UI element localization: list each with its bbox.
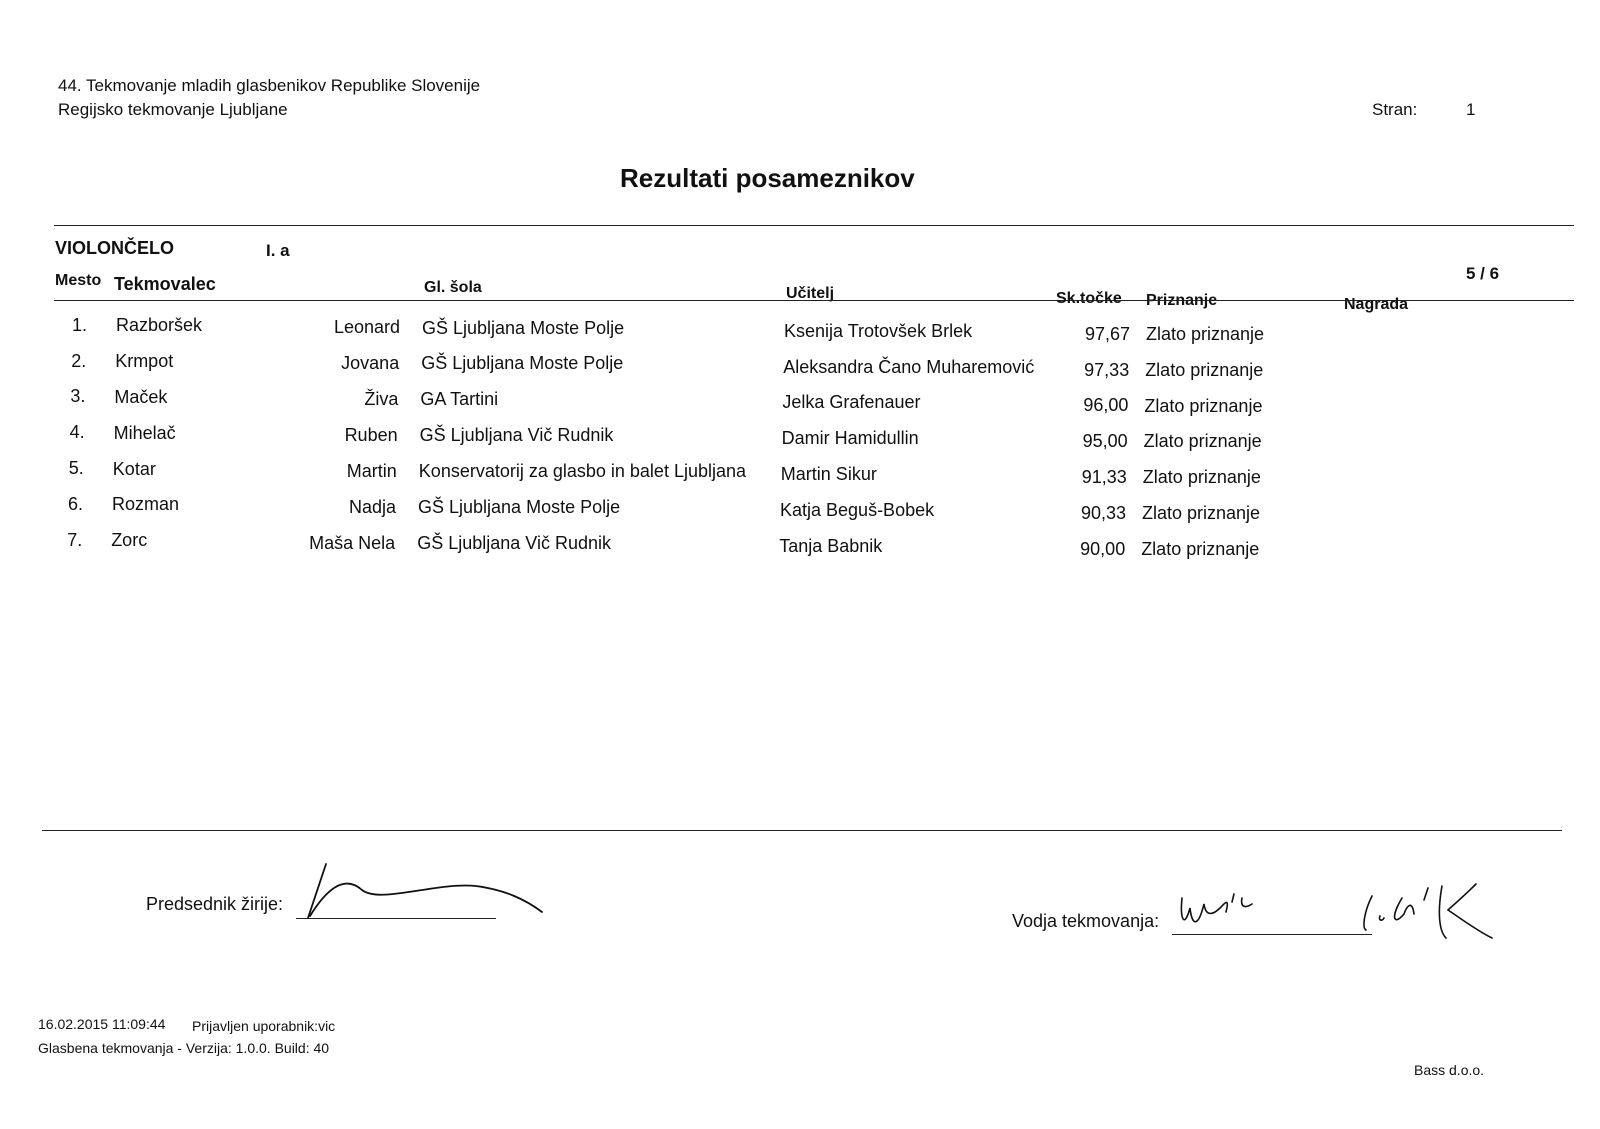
row-teacher: Katja Beguš-Bobek [780, 500, 935, 521]
row-surname: Maček [114, 386, 168, 407]
row-points: 96,00 [1083, 395, 1129, 416]
row-place: 3. [70, 386, 86, 407]
row-points: 97,33 [1084, 359, 1130, 380]
row-school: GŠ Ljubljana Vič Rudnik [419, 425, 614, 446]
page-number: 1 [1466, 100, 1476, 119]
row-award: Zlato priznanje [1145, 359, 1264, 380]
row-surname: Krmpot [115, 350, 174, 371]
row-award: Zlato priznanje [1141, 539, 1260, 560]
row-place: 2. [71, 350, 87, 371]
col-sola: Gl. šola [424, 279, 482, 296]
row-award: Zlato priznanje [1142, 467, 1261, 488]
instrument-label: VIOLONČELO [55, 238, 175, 258]
row-place: 5. [68, 458, 84, 479]
row-points: 97,67 [1084, 323, 1130, 344]
row-firstname: Maša Nela [309, 532, 396, 553]
row-firstname: Jovana [341, 353, 400, 374]
col-priznanje: Priznanje [1146, 292, 1218, 309]
header-rule [54, 300, 1574, 301]
col-mesto: Mesto [55, 272, 102, 289]
row-surname: Razboršek [116, 314, 203, 335]
row-place: 1. [72, 314, 88, 335]
row-firstname: Leonard [333, 317, 400, 338]
row-points: 95,00 [1082, 431, 1128, 452]
col-tekmovalec: Tekmovalec [114, 274, 216, 294]
president-signature [296, 860, 566, 930]
entry-count: 5 / 6 [1466, 264, 1500, 283]
page-label: Stran: [1372, 100, 1418, 119]
row-firstname: Martin [346, 461, 397, 481]
row-award: Zlato priznanje [1146, 323, 1265, 344]
row-school: GŠ Ljubljana Moste Polje [422, 317, 625, 338]
footer-timestamp: 16.02.2015 11:09:44 [38, 1016, 166, 1032]
col-nagrada: Nagrada [1344, 296, 1409, 313]
row-place: 7. [67, 530, 83, 550]
row-school: GA Tartini [420, 389, 499, 410]
row-school: Konservatorij za glasbo in balet Ljubljana [418, 461, 747, 482]
top-rule [54, 225, 1574, 226]
leader-label: Vodja tekmovanja: [1012, 911, 1160, 931]
category-label: I. a [266, 241, 290, 260]
competition-title: 44. Tekmovanje mladih glasbenikov Republike Slovenije [58, 76, 481, 95]
footer-version: Glasbena tekmovanja - Verzija: 1.0.0. Build: 40 [38, 1040, 330, 1056]
president-label: Predsednik žirije: [146, 894, 284, 914]
leader-signature [1176, 878, 1556, 948]
row-firstname: Nadja [348, 496, 396, 517]
row-teacher: Tanja Babnik [779, 536, 883, 557]
row-surname: Zorc [111, 530, 148, 551]
row-award: Zlato priznanje [1144, 395, 1263, 416]
row-points: 90,00 [1080, 539, 1126, 559]
row-teacher: Damir Hamidullin [781, 428, 919, 449]
row-school: GŠ Ljubljana Vič Rudnik [417, 532, 611, 553]
row-place: 4. [69, 422, 85, 443]
col-ucitelj: Učitelj [786, 285, 835, 302]
row-place: 6. [68, 494, 84, 515]
row-school: GŠ Ljubljana Moste Polje [421, 353, 624, 374]
col-tocke: Sk.točke [1056, 290, 1122, 307]
page-title: Rezultati posameznikov [620, 163, 915, 193]
row-surname: Rozman [112, 494, 180, 515]
row-firstname: Živa [364, 389, 399, 410]
row-school: GŠ Ljubljana Moste Polje [418, 497, 621, 518]
bottom-rule [42, 830, 1562, 831]
competition-subtitle: Regijsko tekmovanje Ljubljane [58, 100, 288, 119]
row-teacher: Aleksandra Čano Muharemović [783, 356, 1035, 377]
footer-user: Prijavljen uporabnik:vic [192, 1018, 336, 1034]
row-teacher: Jelka Grafenauer [782, 392, 921, 413]
row-award: Zlato priznanje [1142, 503, 1261, 524]
row-surname: Kotar [112, 458, 156, 479]
row-points: 90,33 [1080, 503, 1126, 524]
footer-company: Bass d.o.o. [1414, 1062, 1485, 1078]
row-teacher: Ksenija Trotovšek Brlek [784, 320, 973, 341]
row-surname: Mihelač [113, 422, 176, 443]
row-points: 91,33 [1081, 467, 1127, 488]
row-firstname: Ruben [344, 425, 398, 446]
row-teacher: Martin Sikur [780, 464, 877, 485]
row-award: Zlato priznanje [1143, 431, 1262, 452]
